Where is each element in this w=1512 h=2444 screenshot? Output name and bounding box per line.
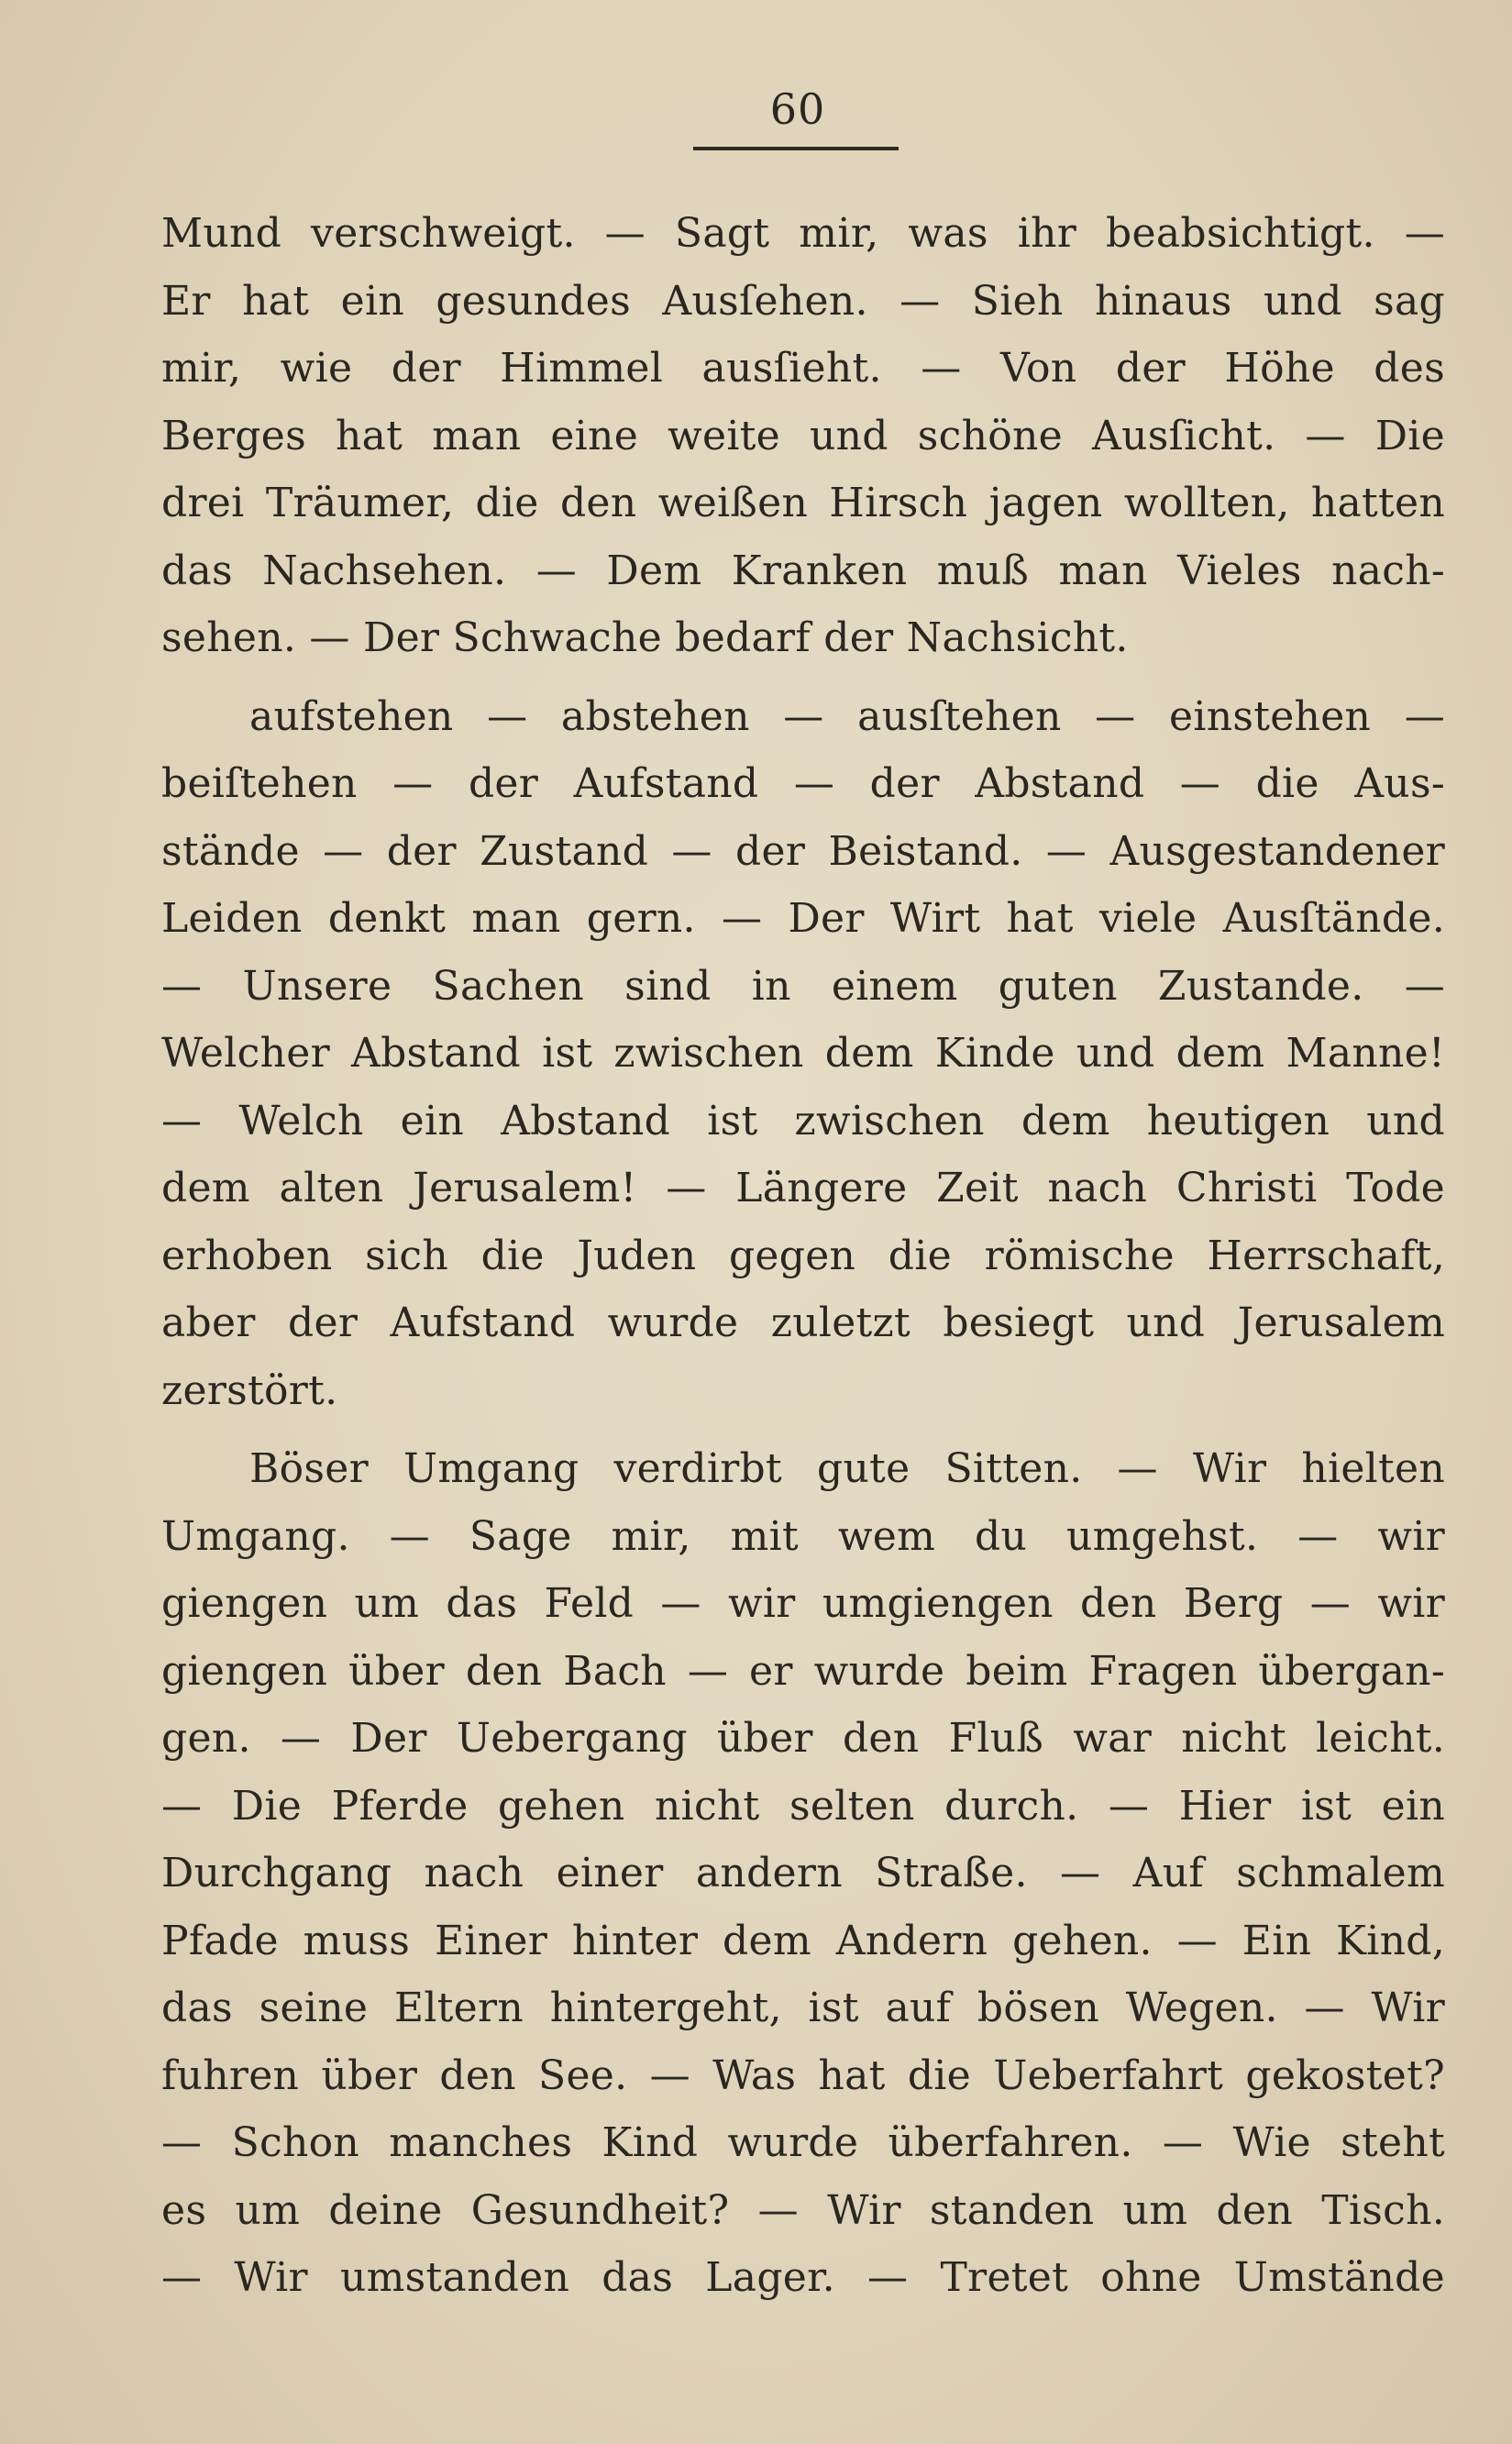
text-line: zerstört. [161,1366,338,1414]
text-line: aufstehen — abstehen — ausſtehen — einstehen — [249,692,1445,740]
text-line: aber der Aufstand wurde zuletzt besiegt und Jerusalem [161,1299,1445,1346]
text-line: Leiden denkt man gern. — Der Wirt hat viele Ausſtände. [161,895,1445,942]
text-line: erhoben sich die Juden gegen die römische Herrschaft, [161,1232,1445,1279]
text-line: — Die Pferde gehen nicht selten durch. — Hier ist ein [161,1782,1445,1830]
text-line: giengen über den Bach — er wurde beim Fragen übergan- [161,1647,1445,1695]
text-line: Böser Umgang verdirbt gute Sitten. — Wir hielten [249,1445,1445,1492]
text-line: Durchgang nach einer andern Straße. — Auf schmalem [161,1850,1445,1897]
text-line: stände — der Zustand — der Beistand. — Ausgestandener [161,827,1445,875]
page-number: 60 [769,84,826,134]
text-line: Umgang. — Sage mir, mit wem du umgehst. — wir [161,1512,1445,1560]
text-line: das seine Eltern hintergeht, ist auf bösen Wegen. — Wir [161,1985,1445,2031]
text-line: — Schon manches Kind wurde überfahren. — Wie steht [161,2119,1445,2166]
text-line: dem alten Jerusalem! — Längere Zeit nach Christi Tode [161,1165,1445,1211]
text-line: drei Träumer, die den weißen Hirsch jagen wollten, hatten [161,480,1445,526]
text-line: fuhren über den See. — Was hat die Ueberfahrt gekostet? [161,2051,1445,2099]
paragraph [161,683,1445,1425]
text-line: giengen um das Feld — wir umgiengen den Berg — wir [161,1580,1445,1627]
paragraph [161,200,1445,672]
header-rule [693,147,899,150]
text-line: — Wir umstanden das Lager. — Tretet ohne Umstände [161,2254,1445,2301]
text-line: Welcher Abstand ist zwischen dem Kinde und dem Manne! [161,1030,1445,1077]
text-line: sehen. — Der Schwache bedarf der Nachsicht. [161,614,1129,661]
text-line: Mund verschweigt. — Sagt mir, was ihr beabsichtigt. — [161,210,1445,257]
text-line: Pfade muss Einer hinter dem Andern gehen. — Ein Kind, [161,1917,1445,1964]
text-line: beiſtehen — der Aufstand — der Abstand — die Aus- [161,760,1445,807]
text-line: — Unsere Sachen sind in einem guten Zustande. — [161,962,1445,1010]
text-line: Er hat ein gesundes Ausſehen. — Sieh hinaus und sag [161,277,1445,325]
text-line: das Nachsehen. — Dem Kranken muß man Vieles nach- [161,547,1445,594]
paragraph [161,1435,1445,2312]
text-line: gen. — Der Uebergang über den Fluß war nicht leicht. [161,1715,1445,1762]
body-text [161,200,1445,2323]
text-line: Berges hat man eine weite und schöne Ausſicht. — Die [161,412,1445,459]
text-line: es um deine Gesundheit? — Wir standen um den Tisch. [161,2186,1445,2234]
text-line: mir, wie der Himmel ausſieht. — Von der Höhe des [161,345,1445,392]
text-line: — Welch ein Abstand ist zwischen dem heutigen und [161,1097,1445,1145]
